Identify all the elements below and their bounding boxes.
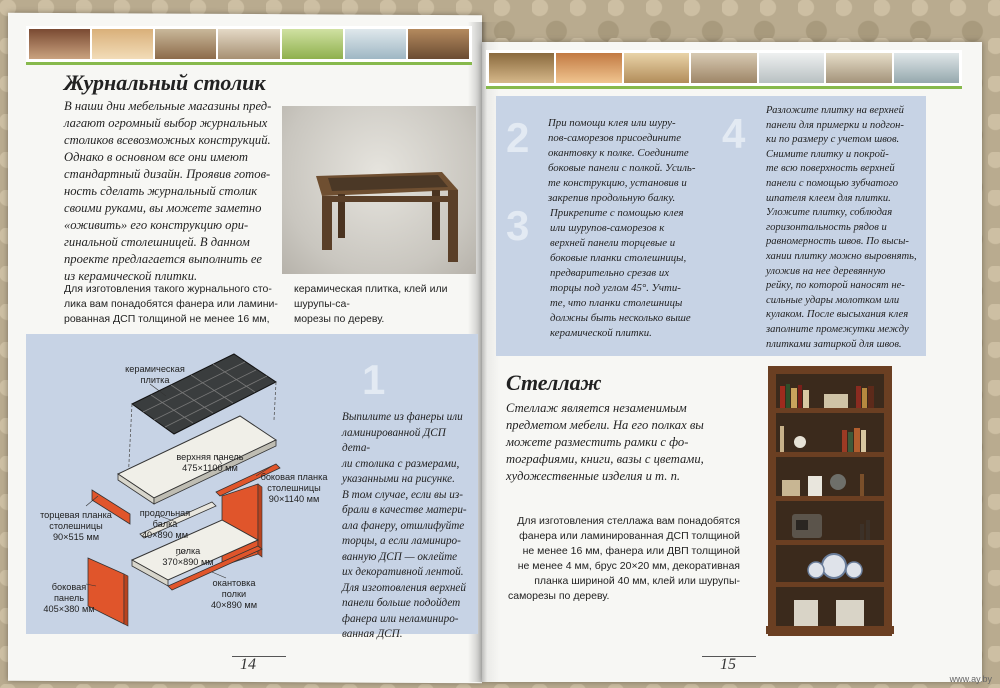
- label-line: 40×890 мм: [210, 600, 258, 610]
- text-line: фанера или неламиниро-: [342, 612, 459, 625]
- text-line: сильные удары молотком или: [766, 294, 900, 306]
- text-line: кулаком. После высыхания клея: [766, 309, 909, 321]
- text-line: те всю поверхность верхней: [766, 163, 895, 175]
- text-line: стандартный дизайн. Проявив готов-: [64, 167, 271, 181]
- text-line: «оживить» его конструкцию ори-: [64, 218, 249, 232]
- text-line: Для изготовления верхней: [342, 581, 466, 594]
- strip-photo: [489, 53, 554, 83]
- text-line: плитками затиркой для швов.: [766, 338, 902, 350]
- text-line: хании плитку можно выровнять,: [766, 250, 917, 262]
- label-side-panel: [34, 582, 104, 615]
- strip-photo: [155, 29, 216, 59]
- left-materials-continued: [294, 282, 474, 327]
- watermark: www.ay.by: [949, 674, 992, 684]
- text-line: можете разместить рамки с фо-: [506, 435, 689, 449]
- label-line: 40×890 мм: [141, 530, 189, 540]
- left-page-title: Журнальный столик: [64, 70, 266, 95]
- text-line: шпателя клеем для плитки.: [766, 192, 891, 204]
- text-line: указанными на рисунке.: [342, 473, 455, 485]
- step2-text: [548, 116, 718, 206]
- text-line: панели больше подойдет: [342, 597, 461, 609]
- step2-number: 2: [506, 114, 530, 161]
- text-line: планка шириной 40 мм, клей или шурупы-: [534, 575, 740, 587]
- label-line: полка: [175, 546, 201, 556]
- strip-photo: [29, 29, 90, 59]
- label-line: боковая: [51, 582, 87, 592]
- step3-text: [550, 206, 720, 341]
- strip-photo: [92, 29, 153, 59]
- label-line: 90×1140 мм: [268, 494, 320, 504]
- label-line: верхняя панель: [176, 452, 244, 462]
- right-page-number: 15: [720, 656, 736, 673]
- text-line: боковые планки столешницы,: [550, 252, 687, 264]
- text-line: Выпилите из фанеры или: [342, 411, 463, 423]
- step4-number: 4: [722, 110, 746, 157]
- bookshelf-photo: [764, 364, 896, 644]
- left-intro-paragraph: [64, 98, 284, 285]
- label-side-strip: [248, 472, 340, 505]
- strip-photo: [218, 29, 279, 59]
- text-line: рейку, по которой наносят не-: [766, 280, 905, 292]
- text-line: ванная ДСП.: [342, 628, 403, 640]
- strip-photo: [894, 53, 959, 83]
- step1-text: [342, 410, 472, 643]
- text-line: Для изготовления такого журнального сто-: [64, 283, 272, 295]
- text-line: тографиями, книги, вазы с цветами,: [506, 452, 704, 466]
- label-line: 405×380 мм: [43, 604, 95, 614]
- right-materials-paragraph: [508, 514, 740, 604]
- step4-text: [766, 104, 926, 352]
- text-line: заполните промежутки между: [766, 323, 909, 335]
- label-line: балка: [152, 519, 178, 529]
- text-line: предварительно срезав их: [550, 267, 670, 279]
- left-page-number: 14: [240, 656, 256, 673]
- text-line: Прикрепите с помощью клея: [550, 207, 684, 219]
- text-line: не менее 4 мм, брус 20×20 мм, декоративная: [517, 560, 740, 572]
- text-line: лагают огромный выбор журнальных: [64, 116, 268, 130]
- text-line: В наши дни мебельные магазины пред-: [64, 99, 272, 113]
- label-line: столешницы: [49, 521, 103, 531]
- strip-photo: [408, 29, 469, 59]
- right-page-title: Стеллаж: [506, 370, 602, 395]
- label-line: столешницы: [267, 483, 321, 493]
- right-intro-paragraph: [506, 400, 746, 485]
- text-line: брали в качестве матери-: [342, 504, 467, 516]
- text-line: Уложите плитку, соблюдая: [766, 207, 893, 219]
- text-line: или шурупов-саморезов к: [550, 222, 665, 234]
- left-materials-paragraph: [64, 282, 279, 327]
- text-line: рованная ДСП толщиной не менее 16 мм,: [64, 313, 270, 325]
- text-line: лика вам понадобятся фанера или ламини-: [64, 298, 278, 310]
- text-line: боковые панели с полкой. Усиль-: [548, 162, 696, 174]
- coffee-table-illustration: [282, 106, 476, 274]
- step3-number: 3: [506, 202, 530, 249]
- label-line: 475×1100 мм: [182, 463, 238, 473]
- photo-strip-right: [486, 50, 962, 89]
- label-ceramic-tile: [100, 364, 210, 386]
- text-line: из керамической плитки.: [64, 269, 198, 283]
- label-line: панель: [53, 593, 85, 603]
- text-line: горизонтальность рядов и: [766, 221, 887, 233]
- label-line: 370×890 мм: [162, 557, 214, 567]
- text-line: пов-саморезов присоедините: [548, 132, 682, 144]
- strip-photo: [624, 53, 689, 83]
- text-line: Стеллаж является незаменимым: [506, 401, 687, 415]
- label-line: керамическая: [125, 364, 185, 374]
- strip-photo: [345, 29, 406, 59]
- text-line: столиков всевозможных конструкций.: [64, 133, 271, 147]
- text-line: предметом мебели. На его полках вы: [506, 418, 704, 432]
- text-line: уложив на нее деревянную: [766, 265, 886, 277]
- label-top-panel: [164, 452, 256, 474]
- label-end-strip: [30, 510, 122, 543]
- text-line: их декоративной лентой.: [342, 566, 464, 578]
- strip-photo: [759, 53, 824, 83]
- text-line: Однако в основном все они имеют: [64, 150, 248, 164]
- text-line: своими руками, вы можете заметно: [64, 201, 262, 215]
- label-line: окантовка: [212, 578, 256, 588]
- text-line: саморезы по дереву.: [508, 590, 610, 602]
- text-line: проекте предлагается выполнить ее: [64, 252, 263, 266]
- text-line: ламинированной ДСП дета-: [342, 426, 446, 454]
- text-line: должны быть несколько выше: [550, 312, 691, 324]
- text-line: окантовку к полке. Соедините: [548, 147, 689, 159]
- text-line: панели с помощью зубчатого: [766, 177, 899, 189]
- text-line: торцы под углом 45°. Учти-: [550, 282, 681, 294]
- text-line: керамической плитки.: [550, 327, 652, 339]
- coffee-table-photo: [282, 106, 476, 274]
- label-line: 90×515 мм: [52, 532, 100, 542]
- text-line: торцы, а если ламиниро-: [342, 535, 461, 547]
- text-line: ли столика с размерами,: [342, 457, 460, 470]
- text-line: гинальной столешницей. В данном: [64, 235, 250, 249]
- photo-strip-left: [26, 26, 472, 65]
- text-line: не менее 16 мм, фанера или ДВП толщиной: [522, 545, 740, 557]
- label-line: боковая планка: [260, 472, 328, 482]
- label-line: продольная: [139, 508, 191, 518]
- label-shelf-edging: [196, 578, 272, 611]
- text-line: Снимите плитку и покрой-: [766, 148, 889, 160]
- text-line: верхней панели торцевые и: [550, 237, 676, 249]
- text-line: равномерность швов. По высы-: [766, 236, 909, 248]
- text-line: те, что планки столешницы: [550, 297, 683, 309]
- label-line: торцевая планка: [40, 510, 112, 520]
- text-line: ала фанеру, отшлифуйте: [342, 519, 465, 532]
- text-line: художественные изделия и т. п.: [506, 469, 681, 483]
- text-line: керамическая плитка, клей или шурупы-са-: [294, 283, 448, 310]
- text-line: морезы по дереву.: [294, 313, 385, 325]
- strip-photo: [691, 53, 756, 83]
- strip-photo: [826, 53, 891, 83]
- label-line: плитка: [140, 375, 170, 385]
- step1-number: 1: [362, 356, 386, 403]
- label-shelf: [148, 546, 228, 568]
- text-line: При помощи клея или шуру-: [548, 117, 676, 129]
- text-line: ки по размеру с учетом швов.: [766, 134, 900, 146]
- text-line: ванную ДСП — оклейте: [342, 550, 458, 563]
- label-longitudinal-beam: [130, 508, 200, 541]
- text-line: Разложите плитку на верхней: [766, 105, 904, 116]
- text-line: те конструкцию, установив и: [548, 177, 687, 189]
- text-line: фанера или ламинированная ДСП толщиной: [519, 530, 740, 542]
- strip-photo: [282, 29, 343, 59]
- text-line: В том случае, если вы из-: [342, 488, 463, 501]
- strip-photo: [556, 53, 621, 83]
- text-line: ность сделать журнальный столик: [64, 184, 258, 198]
- text-line: панели для примерки и подгон-: [766, 119, 904, 131]
- text-line: Для изготовления стеллажа вам понадобятся: [517, 515, 740, 527]
- text-line: закрепив продольную балку.: [548, 192, 676, 204]
- label-line: полки: [221, 589, 247, 599]
